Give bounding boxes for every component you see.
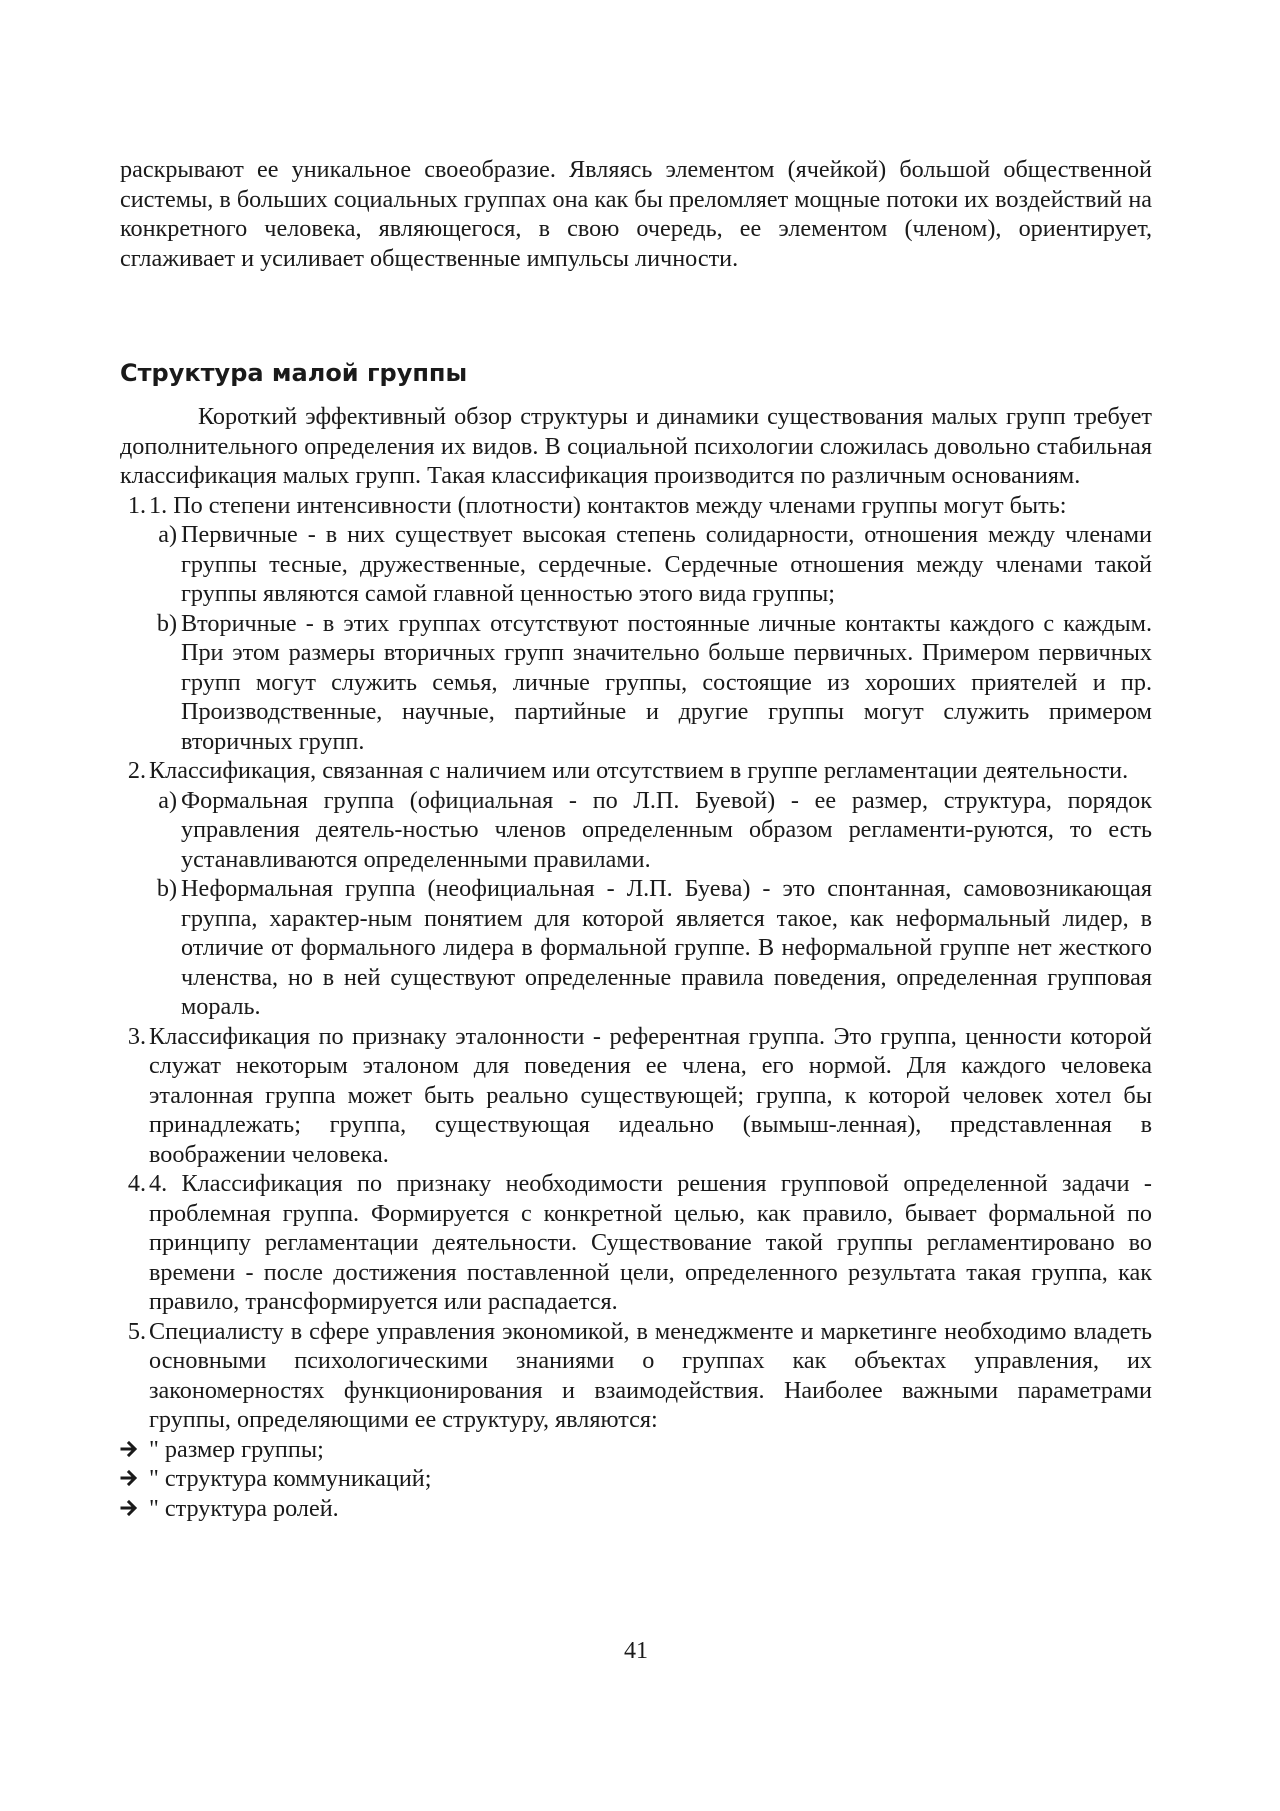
page-number: 41 — [624, 1638, 648, 1664]
list-marker: 1. — [127, 491, 146, 519]
bullet-item — [120, 1494, 1152, 1524]
list-item-3 — [120, 1022, 1152, 1170]
list-item-text: Классификация по признаку эталонности - референтная группа. Это группа, ценности которой служат некоторым эталоном для поведения ее члена, его нормой. Для каждого человека эталонная группа может быть реально существующей; группа, к которой человек хотел бы принадлежать; группа, существующая идеально (вымыш-ленная), представленная в воображении человека. — [149, 1022, 1152, 1168]
list-item-text: Классификация, связанная с наличием или отсутствием в группе регламентации деятельности. — [149, 757, 1129, 784]
sub-item-2b — [120, 874, 1152, 1022]
arrow-right-icon — [120, 1438, 140, 1460]
list-item-5 — [120, 1317, 1152, 1435]
bullet-item — [120, 1464, 1152, 1494]
list-item-text: Специалисту в сфере управления экономикой, в менеджменте и маркетинге необходимо владеть основными психологическими знаниями о группах как объектах управления, их закономерностях функционирования и взаимодействия. Наиболее важными параметрами группы, определяющими ее структуру, являются: — [149, 1317, 1152, 1433]
list-item-text: 1. По степени интенсивности (плотности) контактов между членами группы могут быть: — [149, 491, 1067, 519]
section-body — [120, 402, 1152, 1523]
intro-paragraph: раскрывают ее уникальное своеобразие. Являясь элементом (ячейкой) большой общественной системы, в больших социальных группах она как бы преломляет мощные потоки их воздействий на конкретного человека, являющегося, в свою очередь, ее элементом (членом), ориентирует, сглаживает и усиливает общественные импульсы личности. — [120, 156, 1152, 272]
sub-item-text: Формальная группа (официальная - по Л.П. Буевой) - ее размер, структура, порядок управления деятель-ностью членов определенным образом регламенти-руются, то есть устанавливаются определенными правилами. — [181, 786, 1152, 873]
list-item-2 — [120, 756, 1152, 786]
sub-item-2a — [120, 786, 1152, 875]
section-heading: Структура малой группы — [120, 359, 468, 387]
list-marker: 2. — [127, 757, 146, 784]
sub-item-1a — [120, 520, 1152, 609]
arrow-right-icon — [120, 1467, 140, 1489]
sub-item-1b — [120, 609, 1152, 757]
lead-paragraph: Короткий эффективный обзор структуры и динамики существования малых групп требует дополнительного определения их видов. В социальной психологии сложилась довольно стабильная классификация малых групп. Такая классификация производится по различным основаниям. — [120, 403, 1152, 489]
bullet-text: " структура ролей. — [149, 1494, 339, 1522]
sub-marker: b) — [156, 875, 177, 902]
sub-item-text: Первичные - в них существует высокая степень солидарности, отношения между членами группы тесные, дружественные, сердечные. Сердечные отношения между членами такой группы являются самой главной ценностью этого вида группы; — [181, 521, 1152, 607]
list-item-4 — [120, 1169, 1152, 1317]
list-marker: 3. — [127, 1022, 146, 1050]
bullet-text: " размер группы; — [149, 1435, 324, 1463]
list-item-1 — [120, 491, 1152, 521]
list-marker: 4. — [127, 1170, 146, 1197]
sub-item-text: Неформальная группа (неофициальная - Л.П. Буева) - это спонтанная, самовозникающая группа, характер-ным понятием для которой является такое, как неформальный лидер, в отличие от формального лидера в формальной группе. В неформальной группе нет жесткого членства, но в ней существуют определенные правила поведения, определенная групповая мораль. — [181, 875, 1152, 1020]
sub-marker: a) — [158, 521, 177, 548]
bullet-text: " структура коммуникаций; — [149, 1465, 432, 1492]
list-item-text: 4. Классификация по признаку необходимости решения групповой определенной задачи - проблемная группа. Формируется с конкретной целью, как правило, бывает формальной по принципу регламентации деятельности. Существование такой группы регламентировано во времени - после достижения поставленной цели, определенного результата такая группа, как правило, трансформируется или распадается. — [149, 1170, 1152, 1315]
list-marker: 5. — [127, 1317, 146, 1345]
sub-item-text: Вторичные - в этих группах отсутствуют постоянные личные контакты каждого с каждым. При этом размеры вторичных групп значительно больше первичных. Примером первичных групп могут служить семья, личные группы, состоящие из хороших приятелей и пр. Производственные, научные, партийные и другие группы могут служить примером вторичных групп. — [181, 609, 1152, 755]
sub-marker: a) — [158, 786, 177, 814]
arrow-right-icon — [120, 1497, 140, 1519]
sub-marker: b) — [156, 609, 177, 637]
bullet-item — [120, 1435, 1152, 1465]
